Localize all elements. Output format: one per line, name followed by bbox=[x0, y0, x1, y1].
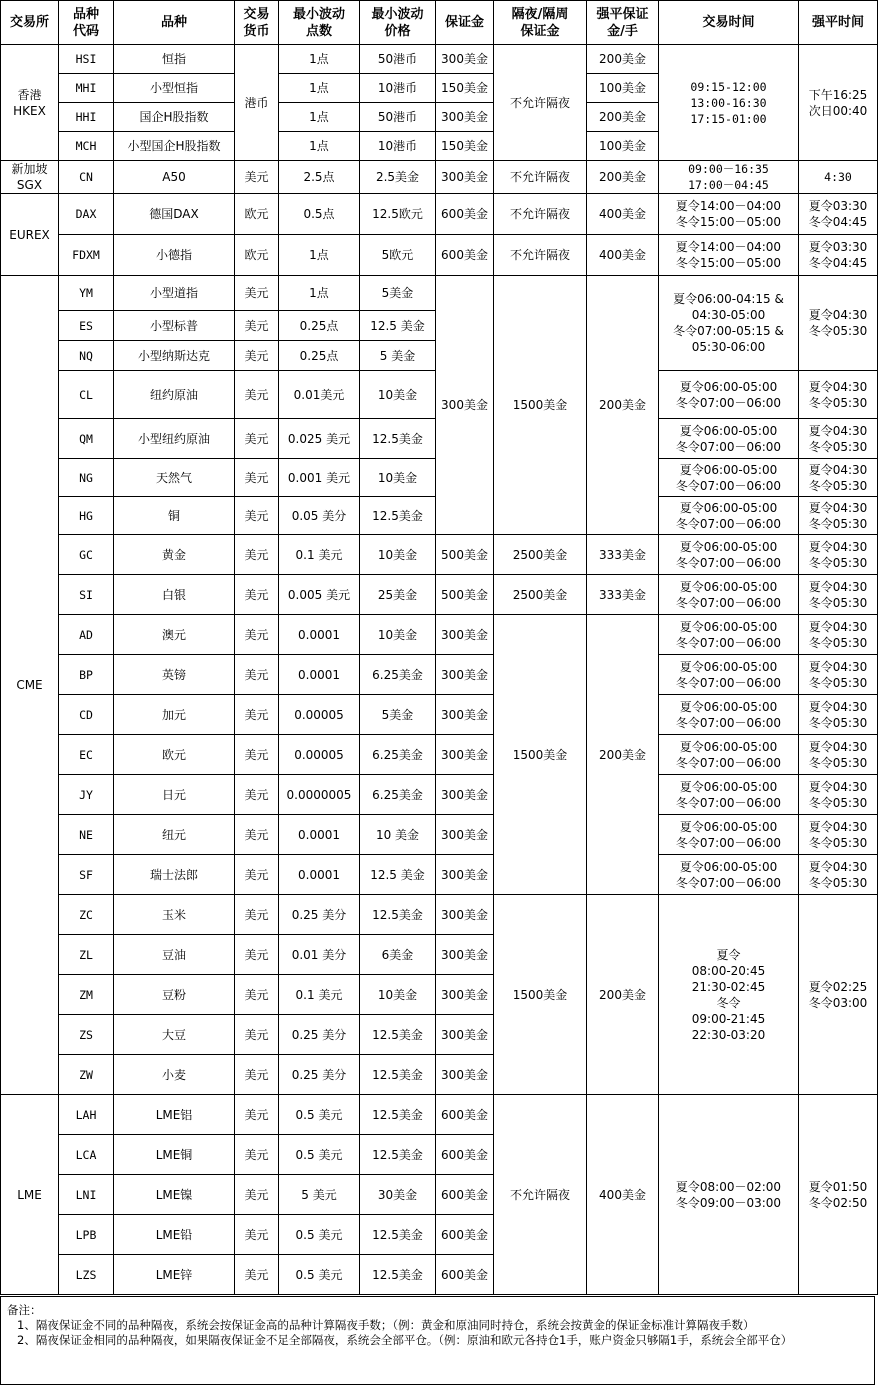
product-cell: 小型标普 bbox=[114, 311, 235, 341]
code-cell: LCA bbox=[59, 1135, 114, 1175]
liq-margin-cell: 100美金 bbox=[587, 74, 659, 103]
table-row bbox=[1, 194, 878, 235]
liq-margin-cell: 200美金 bbox=[587, 161, 659, 194]
trading-time-cell: 夏令06:00-05:00 冬令07:00－06:00 bbox=[659, 615, 799, 655]
product-cell: 豆油 bbox=[114, 935, 235, 975]
code-cell: AD bbox=[59, 615, 114, 655]
code-cell: NQ bbox=[59, 341, 114, 371]
tick-value-cell: 10美金 bbox=[360, 975, 436, 1015]
code-cell: ZL bbox=[59, 935, 114, 975]
exchange-cell: 香港 HKEX bbox=[1, 45, 59, 161]
tick-points-cell: 0.25 美分 bbox=[279, 1015, 360, 1055]
margin-cell: 300美金 bbox=[436, 615, 494, 655]
liquidation-time-cell: 夏令04:30 冬令05:30 bbox=[799, 855, 878, 895]
margin-cell: 600美金 bbox=[436, 1255, 494, 1295]
product-cell: 小型国企H股指数 bbox=[114, 132, 235, 161]
product-cell: 小麦 bbox=[114, 1055, 235, 1095]
table-row bbox=[1, 895, 878, 935]
tick-value-cell: 6.25美金 bbox=[360, 735, 436, 775]
liq-margin-cell: 333美金 bbox=[587, 535, 659, 575]
product-cell: 日元 bbox=[114, 775, 235, 815]
product-cell: 纽元 bbox=[114, 815, 235, 855]
liquidation-time-cell: 夏令04:30 冬令05:30 bbox=[799, 615, 878, 655]
trading-time-cell: 夏令06:00-05:00 冬令07:00－06:00 bbox=[659, 497, 799, 535]
liq-margin-cell: 200美金 bbox=[587, 45, 659, 74]
tick-value-cell: 6美金 bbox=[360, 935, 436, 975]
currency-cell: 美元 bbox=[235, 1135, 279, 1175]
margin-cell: 600美金 bbox=[436, 1135, 494, 1175]
tick-value-cell: 30美金 bbox=[360, 1175, 436, 1215]
margin-cell: 300美金 bbox=[436, 1055, 494, 1095]
margin-cell: 150美金 bbox=[436, 132, 494, 161]
margin-cell: 600美金 bbox=[436, 1215, 494, 1255]
liq-margin-cell: 200美金 bbox=[587, 615, 659, 895]
liquidation-time-cell: 夏令03:30 冬令04:45 bbox=[799, 235, 878, 276]
tick-points-cell: 1点 bbox=[279, 103, 360, 132]
tick-value-cell: 10港币 bbox=[360, 132, 436, 161]
col-tick-value: 最小波动 价格 bbox=[360, 1, 436, 45]
tick-points-cell: 1点 bbox=[279, 276, 360, 311]
currency-cell: 美元 bbox=[235, 1015, 279, 1055]
liquidation-time-cell: 夏令04:30 冬令05:30 bbox=[799, 371, 878, 419]
tick-points-cell: 0.5点 bbox=[279, 194, 360, 235]
overnight-cell: 1500美金 bbox=[494, 276, 587, 535]
tick-points-cell: 0.0000005 bbox=[279, 775, 360, 815]
tick-value-cell: 50港币 bbox=[360, 103, 436, 132]
trading-time-cell: 夏令06:00-04:15 & 04:30-05:00 冬令07:00-05:15 & 05:30-06:00 bbox=[659, 276, 799, 371]
product-cell: 国企H股指数 bbox=[114, 103, 235, 132]
product-cell: 瑞士法郎 bbox=[114, 855, 235, 895]
code-cell: LNI bbox=[59, 1175, 114, 1215]
tick-value-cell: 12.5欧元 bbox=[360, 194, 436, 235]
liquidation-time-cell: 夏令04:30 冬令05:30 bbox=[799, 775, 878, 815]
overnight-cell: 2500美金 bbox=[494, 575, 587, 615]
product-cell: 铜 bbox=[114, 497, 235, 535]
code-cell: HG bbox=[59, 497, 114, 535]
exchange-cell: CME bbox=[1, 276, 59, 1095]
liquidation-time-cell: 下午16:25 次日00:40 bbox=[799, 45, 878, 161]
table-row bbox=[1, 815, 878, 855]
currency-cell: 美元 bbox=[235, 735, 279, 775]
col-code: 品种 代码 bbox=[59, 1, 114, 45]
product-cell: LME铜 bbox=[114, 1135, 235, 1175]
tick-value-cell: 10 美金 bbox=[360, 815, 436, 855]
notes-section bbox=[0, 1296, 875, 1385]
currency-cell: 美元 bbox=[235, 419, 279, 459]
product-cell: 小型纳斯达克 bbox=[114, 341, 235, 371]
product-cell: 天然气 bbox=[114, 459, 235, 497]
trading-time-cell: 夏令06:00-05:00 冬令07:00－06:00 bbox=[659, 735, 799, 775]
tick-value-cell: 10美金 bbox=[360, 459, 436, 497]
overnight-cell: 2500美金 bbox=[494, 535, 587, 575]
liquidation-time-cell: 夏令04:30 冬令05:30 bbox=[799, 535, 878, 575]
table-row bbox=[1, 615, 878, 655]
col-currency: 交易 货币 bbox=[235, 1, 279, 45]
overnight-cell: 1500美金 bbox=[494, 895, 587, 1095]
trading-time-cell: 夏令14:00－04:00 冬令15:00－05:00 bbox=[659, 235, 799, 276]
tick-value-cell: 5美金 bbox=[360, 695, 436, 735]
code-cell: ES bbox=[59, 311, 114, 341]
currency-cell: 美元 bbox=[235, 497, 279, 535]
tick-points-cell: 0.01美元 bbox=[279, 371, 360, 419]
product-cell: 豆粉 bbox=[114, 975, 235, 1015]
trading-time-cell: 09:00－16:35 17:00－04:45 bbox=[659, 161, 799, 194]
code-cell: JY bbox=[59, 775, 114, 815]
code-cell: LZS bbox=[59, 1255, 114, 1295]
margin-cell: 300美金 bbox=[436, 975, 494, 1015]
liq-margin-cell: 200美金 bbox=[587, 276, 659, 535]
tick-value-cell: 6.25美金 bbox=[360, 655, 436, 695]
tick-value-cell: 5 美金 bbox=[360, 341, 436, 371]
margin-cell: 300美金 bbox=[436, 655, 494, 695]
product-cell: 加元 bbox=[114, 695, 235, 735]
table-row bbox=[1, 575, 878, 615]
tick-value-cell: 6.25美金 bbox=[360, 775, 436, 815]
table-row bbox=[1, 655, 878, 695]
margin-cell: 600美金 bbox=[436, 194, 494, 235]
currency-cell: 美元 bbox=[235, 695, 279, 735]
tick-value-cell: 5欧元 bbox=[360, 235, 436, 276]
tick-points-cell: 0.5 美元 bbox=[279, 1215, 360, 1255]
currency-cell: 美元 bbox=[235, 895, 279, 935]
liq-margin-cell: 400美金 bbox=[587, 1095, 659, 1295]
currency-cell: 美元 bbox=[235, 341, 279, 371]
currency-cell: 美元 bbox=[235, 575, 279, 615]
product-cell: 小型纽约原油 bbox=[114, 419, 235, 459]
margin-cell: 300美金 bbox=[436, 276, 494, 535]
margin-cell: 300美金 bbox=[436, 855, 494, 895]
margin-cell: 600美金 bbox=[436, 1175, 494, 1215]
tick-value-cell: 12.5美金 bbox=[360, 1135, 436, 1175]
product-cell: LME锌 bbox=[114, 1255, 235, 1295]
table-row bbox=[1, 235, 878, 276]
tick-value-cell: 12.5美金 bbox=[360, 497, 436, 535]
table-row bbox=[1, 855, 878, 895]
product-cell: 恒指 bbox=[114, 45, 235, 74]
col-product: 品种 bbox=[114, 1, 235, 45]
currency-cell: 欧元 bbox=[235, 194, 279, 235]
tick-points-cell: 0.25 美分 bbox=[279, 895, 360, 935]
notes-title: 备注： bbox=[7, 1303, 42, 1317]
tick-value-cell: 12.5 美金 bbox=[360, 855, 436, 895]
trading-time-cell: 夏令14:00－04:00 冬令15:00－05:00 bbox=[659, 194, 799, 235]
liquidation-time-cell: 4:30 bbox=[799, 161, 878, 194]
liquidation-time-cell: 夏令04:30 冬令05:30 bbox=[799, 497, 878, 535]
margin-cell: 300美金 bbox=[436, 895, 494, 935]
table-row bbox=[1, 1095, 878, 1135]
tick-value-cell: 10港币 bbox=[360, 74, 436, 103]
liq-margin-cell: 400美金 bbox=[587, 194, 659, 235]
exchange-cell: EUREX bbox=[1, 194, 59, 276]
code-cell: GC bbox=[59, 535, 114, 575]
liq-margin-cell: 333美金 bbox=[587, 575, 659, 615]
tick-points-cell: 0.1 美元 bbox=[279, 975, 360, 1015]
product-cell: 澳元 bbox=[114, 615, 235, 655]
tick-value-cell: 12.5美金 bbox=[360, 419, 436, 459]
tick-value-cell: 10美金 bbox=[360, 535, 436, 575]
code-cell: LPB bbox=[59, 1215, 114, 1255]
currency-cell: 美元 bbox=[235, 535, 279, 575]
tick-points-cell: 0.0001 bbox=[279, 655, 360, 695]
exchange-cell: LME bbox=[1, 1095, 59, 1295]
margin-cell: 500美金 bbox=[436, 535, 494, 575]
liquidation-time-cell: 夏令04:30 冬令05:30 bbox=[799, 735, 878, 775]
tick-points-cell: 0.5 美元 bbox=[279, 1135, 360, 1175]
trading-time-cell: 夏令08:00－02:00 冬令09:00－03:00 bbox=[659, 1095, 799, 1295]
currency-cell: 美元 bbox=[235, 855, 279, 895]
product-cell: 黄金 bbox=[114, 535, 235, 575]
liquidation-time-cell: 夏令03:30 冬令04:45 bbox=[799, 194, 878, 235]
table-row bbox=[1, 45, 878, 74]
table-row bbox=[1, 276, 878, 311]
tick-points-cell: 0.5 美元 bbox=[279, 1095, 360, 1135]
trading-time-cell: 夏令06:00-05:00 冬令07:00－06:00 bbox=[659, 655, 799, 695]
margin-cell: 300美金 bbox=[436, 735, 494, 775]
code-cell: NE bbox=[59, 815, 114, 855]
tick-value-cell: 12.5美金 bbox=[360, 1015, 436, 1055]
tick-value-cell: 25美金 bbox=[360, 575, 436, 615]
product-cell: 大豆 bbox=[114, 1015, 235, 1055]
tick-points-cell: 1点 bbox=[279, 132, 360, 161]
currency-cell: 美元 bbox=[235, 775, 279, 815]
tick-points-cell: 0.001 美元 bbox=[279, 459, 360, 497]
tick-value-cell: 12.5美金 bbox=[360, 895, 436, 935]
col-trading-time: 交易时间 bbox=[659, 1, 799, 45]
code-cell: MHI bbox=[59, 74, 114, 103]
tick-points-cell: 0.0001 bbox=[279, 855, 360, 895]
liquidation-time-cell: 夏令04:30 冬令05:30 bbox=[799, 419, 878, 459]
currency-cell: 美元 bbox=[235, 615, 279, 655]
margin-cell: 300美金 bbox=[436, 935, 494, 975]
currency-cell: 美元 bbox=[235, 975, 279, 1015]
trading-time-cell: 夏令06:00-05:00 冬令07:00－06:00 bbox=[659, 775, 799, 815]
tick-points-cell: 0.05 美分 bbox=[279, 497, 360, 535]
trading-time-cell: 夏令06:00-05:00 冬令07:00－06:00 bbox=[659, 459, 799, 497]
table-row bbox=[1, 695, 878, 735]
currency-cell: 美元 bbox=[235, 1055, 279, 1095]
margin-cell: 300美金 bbox=[436, 815, 494, 855]
liq-margin-cell: 100美金 bbox=[587, 132, 659, 161]
col-liquidation-margin: 强平保证 金/手 bbox=[587, 1, 659, 45]
product-cell: 玉米 bbox=[114, 895, 235, 935]
product-cell: A50 bbox=[114, 161, 235, 194]
currency-cell: 美元 bbox=[235, 459, 279, 497]
liq-margin-cell: 200美金 bbox=[587, 103, 659, 132]
trading-time-cell: 夏令06:00-05:00 冬令07:00－06:00 bbox=[659, 371, 799, 419]
liquidation-time-cell: 夏令04:30 冬令05:30 bbox=[799, 655, 878, 695]
tick-value-cell: 12.5美金 bbox=[360, 1215, 436, 1255]
tick-value-cell: 12.5美金 bbox=[360, 1055, 436, 1095]
currency-cell: 美元 bbox=[235, 1215, 279, 1255]
margin-cell: 600美金 bbox=[436, 1095, 494, 1135]
overnight-cell: 不允许隔夜 bbox=[494, 194, 587, 235]
liquidation-time-cell: 夏令04:30 冬令05:30 bbox=[799, 815, 878, 855]
margin-cell: 300美金 bbox=[436, 45, 494, 74]
liquidation-time-cell: 夏令01:50 冬令02:50 bbox=[799, 1095, 878, 1295]
code-cell: HHI bbox=[59, 103, 114, 132]
code-cell: FDXM bbox=[59, 235, 114, 276]
col-liquidation-time: 强平时间 bbox=[799, 1, 878, 45]
col-margin: 保证金 bbox=[436, 1, 494, 45]
overnight-cell: 不允许隔夜 bbox=[494, 161, 587, 194]
currency-cell: 美元 bbox=[235, 1175, 279, 1215]
tick-points-cell: 1点 bbox=[279, 74, 360, 103]
tick-points-cell: 2.5点 bbox=[279, 161, 360, 194]
tick-value-cell: 2.5美金 bbox=[360, 161, 436, 194]
tick-points-cell: 0.25 美分 bbox=[279, 1055, 360, 1095]
note-item: 1、隔夜保证金不同的品种隔夜，系统会按保证金高的品种计算隔夜手数；（例：黄金和原油同时持仓，系统会按黄金的保证金标准计算隔夜手数） bbox=[17, 1318, 755, 1332]
col-tick-points: 最小波动 点数 bbox=[279, 1, 360, 45]
table-row bbox=[1, 775, 878, 815]
currency-cell: 美元 bbox=[235, 311, 279, 341]
product-cell: LME镍 bbox=[114, 1175, 235, 1215]
currency-cell: 美元 bbox=[235, 655, 279, 695]
tick-points-cell: 0.025 美元 bbox=[279, 419, 360, 459]
code-cell: SI bbox=[59, 575, 114, 615]
currency-cell: 美元 bbox=[235, 815, 279, 855]
exchange-cell: 新加坡 SGX bbox=[1, 161, 59, 194]
trading-time-cell: 夏令06:00-05:00 冬令07:00－06:00 bbox=[659, 855, 799, 895]
margin-cell: 500美金 bbox=[436, 575, 494, 615]
product-cell: 纽约原油 bbox=[114, 371, 235, 419]
currency-cell: 美元 bbox=[235, 276, 279, 311]
code-cell: ZC bbox=[59, 895, 114, 935]
code-cell: ZW bbox=[59, 1055, 114, 1095]
currency-cell: 美元 bbox=[235, 1095, 279, 1135]
trading-time-cell: 夏令06:00-05:00 冬令07:00－06:00 bbox=[659, 815, 799, 855]
code-cell: CD bbox=[59, 695, 114, 735]
liquidation-time-cell: 夏令04:30 冬令05:30 bbox=[799, 459, 878, 497]
currency-cell: 美元 bbox=[235, 161, 279, 194]
code-cell: DAX bbox=[59, 194, 114, 235]
code-cell: CL bbox=[59, 371, 114, 419]
product-cell: 英镑 bbox=[114, 655, 235, 695]
tick-points-cell: 0.5 美元 bbox=[279, 1255, 360, 1295]
liquidation-time-cell: 夏令04:30 冬令05:30 bbox=[799, 575, 878, 615]
tick-points-cell: 0.00005 bbox=[279, 695, 360, 735]
tick-value-cell: 12.5美金 bbox=[360, 1095, 436, 1135]
col-exchange: 交易所 bbox=[1, 1, 59, 45]
table-row bbox=[1, 735, 878, 775]
trading-time-cell: 夏令06:00-05:00 冬令07:00－06:00 bbox=[659, 575, 799, 615]
product-cell: LME铝 bbox=[114, 1095, 235, 1135]
trading-time-cell: 夏令06:00-05:00 冬令07:00－06:00 bbox=[659, 535, 799, 575]
trading-time-cell: 夏令06:00-05:00 冬令07:00－06:00 bbox=[659, 695, 799, 735]
currency-cell: 美元 bbox=[235, 371, 279, 419]
tick-points-cell: 0.00005 bbox=[279, 735, 360, 775]
margin-cell: 300美金 bbox=[436, 161, 494, 194]
liq-margin-cell: 200美金 bbox=[587, 895, 659, 1095]
tick-points-cell: 0.0001 bbox=[279, 615, 360, 655]
currency-cell: 港币 bbox=[235, 45, 279, 161]
code-cell: MCH bbox=[59, 132, 114, 161]
tick-value-cell: 5美金 bbox=[360, 276, 436, 311]
overnight-cell: 1500美金 bbox=[494, 615, 587, 895]
code-cell: ZS bbox=[59, 1015, 114, 1055]
tick-points-cell: 0.25点 bbox=[279, 341, 360, 371]
product-cell: 小德指 bbox=[114, 235, 235, 276]
col-overnight-margin: 隔夜/隔周 保证金 bbox=[494, 1, 587, 45]
header-row bbox=[1, 1, 878, 45]
code-cell: HSI bbox=[59, 45, 114, 74]
tick-points-cell: 0.1 美元 bbox=[279, 535, 360, 575]
margin-cell: 300美金 bbox=[436, 1015, 494, 1055]
overnight-cell: 不允许隔夜 bbox=[494, 235, 587, 276]
product-cell: 白银 bbox=[114, 575, 235, 615]
product-cell: 欧元 bbox=[114, 735, 235, 775]
tick-points-cell: 0.0001 bbox=[279, 815, 360, 855]
code-cell: ZM bbox=[59, 975, 114, 1015]
margin-cell: 150美金 bbox=[436, 74, 494, 103]
tick-points-cell: 1点 bbox=[279, 235, 360, 276]
code-cell: SF bbox=[59, 855, 114, 895]
liquidation-time-cell: 夏令04:30 冬令05:30 bbox=[799, 695, 878, 735]
margin-cell: 600美金 bbox=[436, 235, 494, 276]
product-cell: 德国DAX bbox=[114, 194, 235, 235]
product-cell: 小型道指 bbox=[114, 276, 235, 311]
code-cell: YM bbox=[59, 276, 114, 311]
table-row bbox=[1, 161, 878, 194]
code-cell: LAH bbox=[59, 1095, 114, 1135]
tick-points-cell: 0.25点 bbox=[279, 311, 360, 341]
tick-points-cell: 0.005 美元 bbox=[279, 575, 360, 615]
currency-cell: 欧元 bbox=[235, 235, 279, 276]
code-cell: EC bbox=[59, 735, 114, 775]
trading-time-cell: 09:15-12:00 13:00-16:30 17:15-01:00 bbox=[659, 45, 799, 161]
code-cell: NG bbox=[59, 459, 114, 497]
code-cell: BP bbox=[59, 655, 114, 695]
currency-cell: 美元 bbox=[235, 1255, 279, 1295]
note-item: 2、隔夜保证金相同的品种隔夜，如果隔夜保证金不足全部隔夜，系统会全部平仓。（例：原油和欧元各持仓1手，账户资金只够隔1手，系统会全部平仓） bbox=[17, 1333, 793, 1347]
tick-points-cell: 0.01 美分 bbox=[279, 935, 360, 975]
tick-value-cell: 12.5 美金 bbox=[360, 311, 436, 341]
code-cell: CN bbox=[59, 161, 114, 194]
trading-time-cell: 夏令06:00-05:00 冬令07:00－06:00 bbox=[659, 419, 799, 459]
overnight-cell: 不允许隔夜 bbox=[494, 45, 587, 161]
table-row bbox=[1, 535, 878, 575]
tick-points-cell: 1点 bbox=[279, 45, 360, 74]
margin-cell: 300美金 bbox=[436, 775, 494, 815]
tick-value-cell: 12.5美金 bbox=[360, 1255, 436, 1295]
tick-value-cell: 50港币 bbox=[360, 45, 436, 74]
liquidation-time-cell: 夏令04:30 冬令05:30 bbox=[799, 276, 878, 371]
product-cell: 小型恒指 bbox=[114, 74, 235, 103]
tick-value-cell: 10美金 bbox=[360, 615, 436, 655]
liq-margin-cell: 400美金 bbox=[587, 235, 659, 276]
tick-value-cell: 10美金 bbox=[360, 371, 436, 419]
liquidation-time-cell: 夏令02:25 冬令03:00 bbox=[799, 895, 878, 1095]
margin-cell: 300美金 bbox=[436, 103, 494, 132]
margin-cell: 300美金 bbox=[436, 695, 494, 735]
currency-cell: 美元 bbox=[235, 935, 279, 975]
code-cell: QM bbox=[59, 419, 114, 459]
overnight-cell: 不允许隔夜 bbox=[494, 1095, 587, 1295]
product-cell: LME铅 bbox=[114, 1215, 235, 1255]
tick-points-cell: 5 美元 bbox=[279, 1175, 360, 1215]
trading-time-cell: 夏令 08:00-20:45 21:30-02:45 冬令 09:00-21:45 22:30-03:20 bbox=[659, 895, 799, 1095]
